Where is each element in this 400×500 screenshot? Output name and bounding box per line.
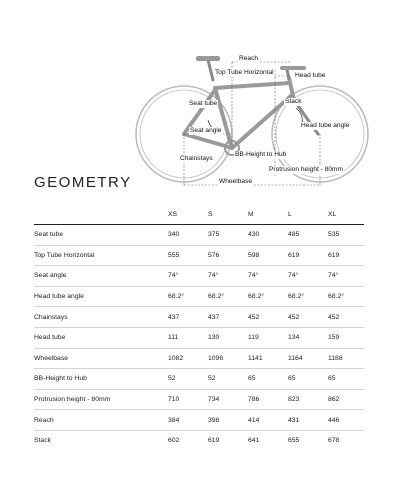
table-row — [34, 389, 364, 410]
table-row — [34, 266, 364, 287]
head-tube-label: Head tube — [295, 72, 326, 79]
row-value: 65 — [328, 369, 364, 390]
table-row — [34, 348, 364, 369]
header-cell-m: M — [248, 204, 288, 225]
geometry-table — [34, 204, 364, 451]
row-value: 74° — [288, 266, 328, 287]
row-value: 446 — [328, 410, 364, 431]
row-value: 74° — [168, 266, 208, 287]
top-tube-label: Top Tube Horizontal — [215, 69, 274, 76]
header-cell-s: S — [208, 204, 248, 225]
table-row — [34, 327, 364, 348]
page-title: GEOMETRY — [34, 174, 132, 191]
handlebar-shape — [280, 66, 306, 70]
row-value: 68.2° — [248, 286, 288, 307]
row-value: 384 — [168, 410, 208, 431]
header-cell — [34, 204, 168, 225]
table-row — [34, 286, 364, 307]
table-row — [34, 410, 364, 431]
row-value: 437 — [208, 307, 248, 328]
row-label: Chainstays — [34, 307, 168, 328]
row-value: 431 — [288, 410, 328, 431]
table-row — [34, 225, 364, 246]
row-value: 619 — [288, 245, 328, 266]
row-value: 1188 — [328, 348, 364, 369]
protrusion-label: Protrusion height - 80mm — [269, 166, 344, 173]
row-label: Top Tube Horizontal — [34, 245, 168, 266]
row-value: 641 — [248, 437, 260, 445]
row-value: 437 — [168, 307, 208, 328]
row-value: 655 — [288, 437, 300, 445]
seat-tube-label: Seat tube — [189, 100, 218, 107]
row-value: 414 — [248, 410, 288, 431]
table-header-row — [34, 204, 364, 225]
row-value: 452 — [288, 307, 328, 328]
row-value: 1164 — [288, 348, 328, 369]
table-row — [34, 369, 364, 390]
header-cell-xl: XL — [328, 204, 364, 225]
row-value: 74° — [328, 266, 364, 287]
seatpost-shape — [208, 60, 213, 80]
row-value: 74° — [208, 266, 248, 287]
row-value: 130 — [208, 327, 248, 348]
row-value: 602 — [168, 437, 180, 445]
row-value: 535 — [328, 225, 364, 246]
row-label: Head tube angle — [34, 286, 168, 307]
stack-label: Stack — [285, 98, 302, 105]
top-tube-shape — [215, 83, 289, 88]
row-value: 786 — [248, 389, 288, 410]
row-value: 452 — [328, 307, 364, 328]
stem-shape — [287, 70, 289, 78]
row-value: 111 — [168, 327, 208, 348]
bike-drawing — [0, 0, 400, 192]
row-value: 52 — [208, 369, 248, 390]
table-body — [34, 225, 364, 451]
row-value: 340 — [168, 225, 208, 246]
row-value: 598 — [248, 245, 288, 266]
row-value: 68.2° — [208, 286, 248, 307]
row-value: 823 — [288, 389, 328, 410]
row-label: Protrusion height - 80mm — [34, 389, 168, 410]
row-value: 68.2° — [168, 286, 208, 307]
row-value: 74° — [248, 266, 288, 287]
row-value: 159 — [328, 327, 364, 348]
table-row — [34, 307, 364, 328]
row-label: Stack — [34, 437, 51, 445]
row-value: 68.2° — [288, 286, 328, 307]
row-value: 52 — [168, 369, 208, 390]
table-row — [34, 245, 364, 266]
row-label: BB-Height to Hub — [34, 369, 168, 390]
head-tube-angle-label: Head tube angle — [301, 122, 350, 129]
row-label: Head tube — [34, 327, 168, 348]
table-row — [34, 430, 364, 450]
row-label: Reach — [34, 410, 168, 431]
bike-geometry-diagram — [0, 0, 400, 192]
row-value: 452 — [248, 307, 288, 328]
row-value: 398 — [208, 410, 248, 431]
row-value: 576 — [208, 245, 248, 266]
row-value: 1082 — [168, 348, 208, 369]
row-value: 1096 — [208, 348, 248, 369]
down-tube-shape — [232, 95, 292, 148]
bb-height-label: BB-Height to Hub — [235, 151, 287, 158]
header-cell-xs: XS — [168, 204, 208, 225]
header-cell-l: L — [288, 204, 328, 225]
row-value: 862 — [328, 389, 364, 410]
wheelbase-label: Wheelbase — [219, 178, 252, 185]
chainstays-label: Chainstays — [180, 155, 213, 162]
row-value: 375 — [208, 225, 248, 246]
row-value: 619 — [208, 437, 220, 445]
row-label: Wheelbase — [34, 348, 168, 369]
row-value: 734 — [208, 389, 248, 410]
row-value: 65 — [288, 369, 328, 390]
reach-label: Reach — [239, 55, 259, 62]
row-value: 678 — [328, 437, 340, 445]
saddle-shape — [196, 56, 220, 61]
row-value: 134 — [288, 327, 328, 348]
row-value: 710 — [168, 389, 208, 410]
row-value: 65 — [248, 369, 288, 390]
row-value: 430 — [248, 225, 288, 246]
row-value: 485 — [288, 225, 328, 246]
row-value: 619 — [328, 245, 364, 266]
seat-angle-label: Seat angle — [190, 127, 222, 134]
row-value: 1141 — [248, 348, 288, 369]
row-value: 555 — [168, 245, 208, 266]
row-value: 68.2° — [328, 286, 364, 307]
row-label: Seat angle — [34, 266, 168, 287]
row-label: Seat tube — [34, 225, 168, 246]
row-value: 119 — [248, 327, 288, 348]
